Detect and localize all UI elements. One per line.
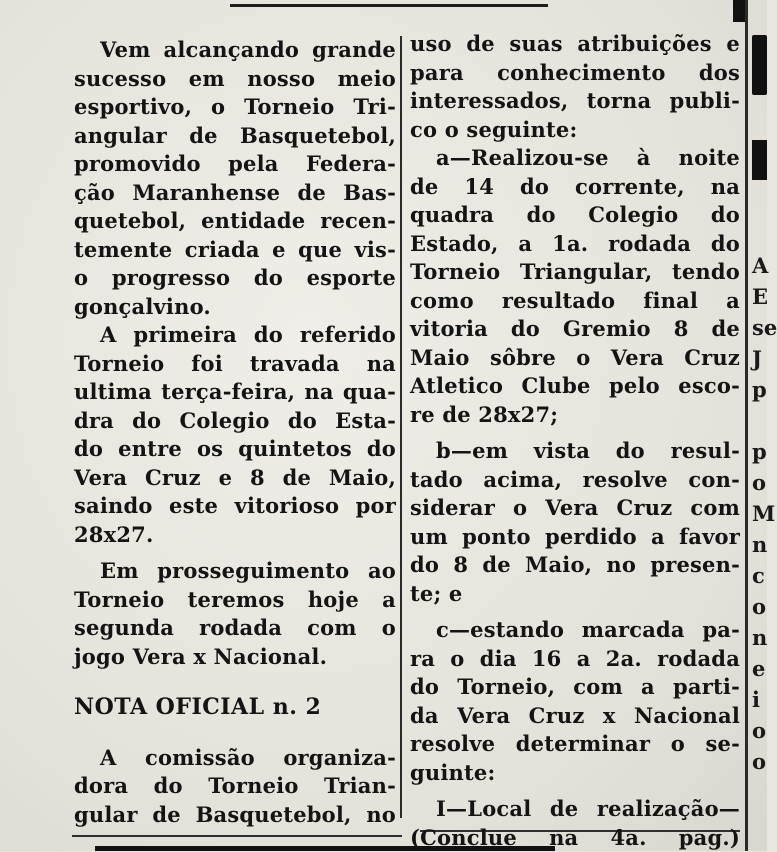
text-line: quetebol, entidade recen-	[74, 207, 396, 236]
fragment-letter: o	[752, 467, 767, 498]
text-line: como resultado final a	[410, 287, 740, 316]
fragment-letter: se	[752, 312, 767, 343]
text-line: A comissão organiza-	[74, 744, 396, 773]
adjacent-column-fragment	[752, 250, 767, 777]
text-line: promovido pela Federa-	[74, 150, 396, 179]
text-line: do Torneio, com a parti-	[410, 673, 740, 702]
column-divider	[400, 36, 402, 818]
text-line: um ponto perdido a favor	[410, 523, 740, 552]
text-line: resolve determinar o se-	[410, 730, 740, 759]
text-line: a—Realizou-se à noite	[410, 144, 740, 173]
text-line: Em prosseguimento ao	[74, 557, 396, 586]
text-line: re de 28x27;	[410, 401, 740, 430]
fragment-letter: p	[752, 374, 767, 405]
text-line: Torneio foi travada na	[74, 350, 396, 379]
text-line: uso de suas atribuições e	[410, 30, 740, 59]
text-line: temente criada e que vis-	[74, 236, 396, 265]
text-line: tado acima, resolve con-	[410, 466, 740, 495]
text-line: Vera Cruz e 8 de Maio,	[74, 464, 396, 493]
article-column-left	[74, 36, 396, 829]
text-line: da Vera Cruz x Nacional	[410, 702, 740, 731]
text-line: Torneio teremos hoje a	[74, 586, 396, 615]
text-line: dra do Colegio do Esta-	[74, 407, 396, 436]
text-line: Estado, a 1a. rodada do	[410, 230, 740, 259]
text-line: segunda rodada com o	[74, 614, 396, 643]
fragment-letter: J	[752, 343, 767, 374]
ink-blot	[733, 0, 745, 22]
text-line: para conhecimento dos	[410, 59, 740, 88]
text-line: b—em vista do resul-	[410, 437, 740, 466]
text-line: saindo este vitorioso por	[74, 492, 396, 521]
text-line: A primeira do referido	[74, 321, 396, 350]
article-column-right	[410, 30, 740, 852]
fragment-letter: c	[752, 560, 767, 591]
text-line: esportivo, o Torneio Tri-	[74, 93, 396, 122]
section-heading: NOTA OFICIAL n. 2	[74, 693, 396, 722]
text-line: vitoria do Gremio 8 de	[410, 315, 740, 344]
text-line: (Conclue na 4a. pag.)	[410, 824, 740, 852]
fragment-letter: M	[752, 498, 767, 529]
ink-blot	[752, 35, 767, 95]
text-line: I—Local de realização—	[410, 795, 740, 824]
text-line: gular de Basquetebol, no	[74, 801, 396, 830]
text-line: o progresso do esporte	[74, 264, 396, 293]
text-line: dora do Torneio Trian-	[74, 772, 396, 801]
text-line: siderar o Vera Cruz com	[410, 494, 740, 523]
bottom-rule	[72, 835, 402, 837]
text-line: do 8 de Maio, no presen-	[410, 551, 740, 580]
fragment-letter	[752, 405, 767, 436]
text-line: ção Maranhense de Bas-	[74, 179, 396, 208]
fragment-letter: o	[752, 746, 767, 777]
text-line: Torneio Triangular, tendo	[410, 258, 740, 287]
text-line: Vem alcançando grande	[74, 36, 396, 65]
fragment-letter: A	[752, 250, 767, 281]
text-line: te; e	[410, 580, 740, 609]
text-line: interessados, torna publi-	[410, 87, 740, 116]
top-rule	[230, 4, 548, 7]
fragment-letter: E	[752, 281, 767, 312]
text-line: guinte:	[410, 759, 740, 788]
text-line: do entre os quintetos do	[74, 435, 396, 464]
text-line: Atletico Clube pelo esco-	[410, 372, 740, 401]
fragment-letter: n	[752, 622, 767, 653]
text-line: de 14 do corrente, na	[410, 173, 740, 202]
ink-blot	[752, 140, 767, 180]
fragment-letter: p	[752, 436, 767, 467]
text-line: c—estando marcada pa-	[410, 616, 740, 645]
text-line: sucesso em nosso meio	[74, 65, 396, 94]
text-line: gonçalvino.	[74, 293, 396, 322]
fragment-letter: n	[752, 529, 767, 560]
text-line: co o seguinte:	[410, 116, 740, 145]
text-line: 28x27.	[74, 521, 396, 550]
fragment-letter: o	[752, 591, 767, 622]
text-line: jogo Vera x Nacional.	[74, 643, 396, 672]
fragment-letter: i	[752, 684, 767, 715]
column-divider	[745, 0, 748, 851]
text-line: Maio sôbre o Vera Cruz	[410, 344, 740, 373]
fragment-letter: o	[752, 715, 767, 746]
fragment-letter: e	[752, 653, 767, 684]
text-line: angular de Basquetebol,	[74, 122, 396, 151]
text-line: ultima terça-feira, na qua-	[74, 378, 396, 407]
text-line: quadra do Colegio do	[410, 201, 740, 230]
text-line: ra o dia 16 a 2a. rodada	[410, 645, 740, 674]
